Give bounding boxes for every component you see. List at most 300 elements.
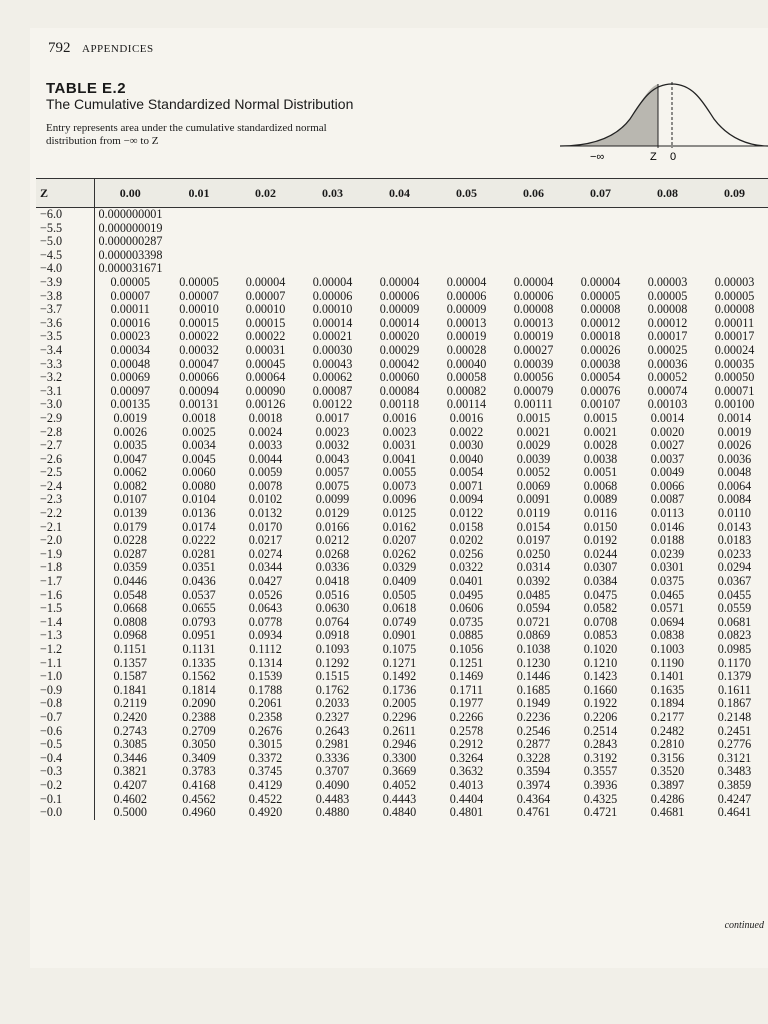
probability-cell: 0.00060 [379,370,420,385]
probability-cell: 0.2709 [182,723,216,738]
probability-cell: 0.3483 [717,764,752,779]
probability-cell: 0.0136 [182,506,216,521]
probability-cell: 0.3594 [516,764,551,779]
probability-cell: 0.0125 [382,506,417,521]
probability-cell: 0.00015 [245,315,286,330]
probability-cell: 0.1170 [717,655,752,670]
probability-cell: 0.0027 [650,438,685,453]
probability-cell: 0.0113 [650,506,685,521]
z-value: −2.4 [36,480,94,494]
probability-cell: 0.1075 [382,642,417,656]
probability-cell: 0.0150 [583,519,618,534]
table-row [36,725,768,739]
probability-cell: 0.00021 [312,329,353,344]
probability-cell: 0.0054 [449,465,484,480]
probability-cell: 0.0096 [382,492,417,507]
probability-cell: 0.2514 [583,723,618,738]
probability-cell: 0.0091 [516,492,551,507]
probability-cell: 0.0618 [382,601,417,616]
z-value: −3.7 [36,303,94,317]
bell-curve [560,84,768,146]
probability-cell: 0.0075 [315,478,350,493]
probability-cell: 0.00005 [647,288,688,303]
table-row [36,249,768,263]
probability-cell: 0.1611 [717,682,752,697]
probability-cell: 0.1020 [583,642,618,656]
probability-cell: 0.4761 [516,805,551,820]
probability-cell: 0.00062 [312,370,353,385]
probability-cell: 0.0037 [650,451,685,466]
probability-cell: 0.3228 [516,750,551,765]
probability-cell: 0.3156 [650,750,685,765]
probability-cell: 0.00005 [580,288,621,303]
probability-cell: 0.00003 [647,274,688,289]
probability-cell: 0.0336 [315,560,350,575]
z-value: −1.2 [36,643,94,657]
probability-cell: 0.0023 [382,424,417,439]
table-row [36,643,768,657]
probability-cell: 0.00027 [513,342,554,357]
probability-cell: 0.2090 [182,696,216,711]
table-row [36,793,768,807]
probability-cell: 0.0823 [717,628,752,643]
table-row [36,453,768,467]
probability-cell: 0.0436 [182,574,216,589]
probability-cell: 0.00009 [379,302,420,317]
probability-cell: 0.00035 [714,356,755,371]
z-value: −0.2 [36,779,94,793]
probability-cell: 0.2843 [583,737,618,752]
probability-cell: 0.1230 [516,655,551,670]
probability-cell: 0.2578 [449,723,484,738]
probability-cell: 0.0021 [583,424,618,439]
probability-cell: 0.0028 [583,438,618,453]
table-row [36,589,768,603]
probability-cell: 0.2061 [248,696,283,711]
probability-cell: 0.00135 [110,397,151,412]
probability-cell: 0.0026 [717,438,752,453]
probability-cell: 0.2451 [717,723,752,738]
probability-cell: 0.2676 [248,723,283,738]
probability-cell: 0.1056 [449,642,484,656]
probability-cell: 0.1151 [113,642,147,656]
probability-cell: 0.0143 [717,519,752,534]
probability-cell: 0.0256 [449,546,484,561]
probability-cell: 0.0099 [315,492,350,507]
z-value: −1.3 [36,629,94,643]
probability-cell: 0.0222 [182,533,216,548]
probability-cell: 0.00014 [379,315,420,330]
table-row [36,330,768,344]
probability-cell: 0.0233 [717,546,752,561]
probability-cell: 0.0129 [315,506,350,521]
probability-cell: 0.00026 [580,342,621,357]
zero-label: 0 [670,151,677,163]
probability-cell: 0.0017 [315,410,350,425]
probability-cell: 0.0174 [182,519,216,534]
probability-cell: 0.0808 [113,614,147,629]
probability-cell: 0.1841 [113,682,147,697]
probability-cell: 0.0015 [583,410,618,425]
table-row [36,358,768,372]
probability-cell: 0.0033 [248,438,283,453]
probability-cell: 0.1977 [449,696,484,711]
z-value: −1.0 [36,670,94,684]
probability-cell: 0.1660 [583,682,618,697]
probability-cell: 0.0918 [315,628,350,643]
normal-distribution-table [36,178,768,820]
probability-cell: 0.0082 [113,478,147,493]
probability-cell: 0.2743 [113,723,147,738]
probability-cell: 0.00126 [245,397,286,412]
probability-cell: 0.00006 [379,288,420,303]
probability-cell: 0.4052 [382,777,417,792]
probability-cell: 0.3821 [113,764,147,779]
probability-cell: 0.00066 [179,370,219,385]
probability-cell: 0.00071 [714,383,755,398]
probability-cell: 0.00114 [446,397,487,412]
probability-cell: 0.0016 [382,410,417,425]
column-header: 0.07 [567,179,634,208]
z-value: −2.9 [36,412,94,426]
probability-cell: 0.0014 [717,410,752,425]
probability-cell: 0.2033 [315,696,350,711]
z-value: −2.0 [36,534,94,548]
probability-cell: 0.0485 [516,587,551,602]
probability-cell: 0.00047 [179,356,219,371]
probability-cell: 0.0294 [717,560,752,575]
probability-cell: 0.00010 [179,302,219,317]
probability-cell: 0.00004 [513,274,554,289]
z-value: −0.0 [36,806,94,820]
probability-cell: 0.0262 [382,546,417,561]
probability-cell: 0.3783 [182,764,216,779]
probability-cell: 0.0015 [516,410,551,425]
table-row [36,398,768,412]
probability-cell: 0.1515 [315,669,350,684]
probability-cell: 0.0329 [382,560,417,575]
probability-cell: 0.4920 [248,805,283,820]
probability-cell: 0.00012 [647,315,688,330]
table-row [36,561,768,575]
table-row [36,222,768,236]
probability-cell: 0.3085 [113,737,147,752]
entry-note: Entry represents area under the cumulative standardized normal distribution from −∞ to Z [46,122,327,147]
page-number: 792 [48,40,71,56]
probability-cell: 0.00007 [110,288,151,303]
probability-cell: 0.00008 [647,302,688,317]
probability-cell: 0.00087 [312,383,353,398]
table-row [36,439,768,453]
z-value: −4.0 [36,262,94,276]
probability-cell: 0.00090 [245,383,286,398]
probability-cell: 0.0055 [382,465,417,480]
z-value: −3.4 [36,344,94,358]
probability-cell: 0.0057 [315,465,350,480]
probability-cell: 0.0207 [382,533,417,548]
probability-cell: 0.1423 [583,669,618,684]
probability-cell: 0.0102 [248,492,283,507]
probability-cell: 0.2358 [248,709,283,724]
probability-cell: 0.1131 [182,642,216,656]
probability-cell: 0.00018 [580,329,621,344]
probability-cell: 0.00079 [513,383,554,398]
table-row [36,262,768,276]
probability-cell: 0.0630 [315,601,350,616]
z-value: −0.8 [36,697,94,711]
probability-cell: 0.00122 [312,397,353,412]
probability-cell: 0.1335 [182,655,216,670]
z-value: −3.5 [36,330,94,344]
z-value: −2.2 [36,507,94,521]
probability-cell: 0.3409 [182,750,216,765]
probability-cell: 0.1292 [315,655,350,670]
probability-cell: 0.0495 [449,587,484,602]
probability-cell: 0.0016 [449,410,484,425]
z-value: −3.9 [36,276,94,290]
probability-cell: 0.0026 [113,424,147,439]
table-row [36,616,768,630]
probability-cell: 0.1112 [249,642,282,656]
probability-cell: 0.2776 [717,737,752,752]
table-row [36,521,768,535]
probability-cell: 0.0594 [516,601,551,616]
probability-cell: 0.1003 [650,642,685,656]
probability-cell: 0.0606 [449,601,484,616]
probability-cell: 0.2236 [516,709,551,724]
probability-cell: 0.00004 [580,274,621,289]
probability-cell: 0.00038 [580,356,621,371]
probability-cell: 0.0179 [113,519,147,534]
probability-cell: 0.0951 [182,628,216,643]
probability-cell: 0.0043 [315,451,350,466]
probability-cell: 0.000000001 [98,207,163,221]
probability-cell: 0.2912 [449,737,484,752]
probability-cell: 0.2810 [650,737,685,752]
probability-cell: 0.0119 [516,506,551,521]
probability-cell: 0.0029 [516,438,551,453]
table-body [36,208,768,820]
probability-cell: 0.0036 [717,451,752,466]
probability-cell: 0.1492 [382,669,417,684]
probability-cell: 0.0418 [315,574,350,589]
probability-cell: 0.2546 [516,723,551,738]
z-value: −3.2 [36,371,94,385]
probability-cell: 0.00052 [647,370,688,385]
probability-cell: 0.0089 [583,492,618,507]
probability-cell: 0.3974 [516,777,551,792]
probability-cell: 0.00022 [179,329,219,344]
probability-cell: 0.0080 [182,478,216,493]
probability-cell: 0.1210 [583,655,618,670]
z-value: −2.8 [36,426,94,440]
probability-cell: 0.0060 [182,465,216,480]
probability-cell: 0.1814 [182,682,216,697]
probability-cell: 0.0064 [717,478,752,493]
probability-cell: 0.00031 [245,342,286,357]
table-row [36,629,768,643]
probability-cell: 0.00020 [379,329,420,344]
probability-cell: 0.00039 [513,356,554,371]
probability-cell: 0.0287 [113,546,147,561]
table-row [36,303,768,317]
table-row [36,290,768,304]
table-row [36,208,768,222]
probability-cell: 0.4681 [650,805,685,820]
probability-cell: 0.1539 [248,669,283,684]
probability-cell: 0.0869 [516,628,551,643]
probability-cell: 0.0166 [315,519,350,534]
probability-cell: 0.2296 [382,709,417,724]
probability-cell: 0.0668 [113,601,147,616]
probability-cell: 0.0116 [583,506,618,521]
probability-cell: 0.3897 [650,777,685,792]
table-row [36,235,768,249]
probability-cell: 0.3520 [650,764,685,779]
probability-cell: 0.0071 [449,478,484,493]
probability-cell: 0.1093 [315,642,350,656]
z-value: −2.1 [36,521,94,535]
probability-cell: 0.2119 [113,696,147,711]
table-row [36,548,768,562]
probability-cell: 0.0901 [382,628,417,643]
probability-cell: 0.0188 [650,533,685,548]
probability-cell: 0.2148 [717,709,752,724]
probability-cell: 0.0274 [248,546,283,561]
probability-cell: 0.00118 [379,397,420,412]
probability-cell: 0.2877 [516,737,551,752]
probability-cell: 0.0548 [113,587,147,602]
probability-cell: 0.000000019 [98,220,163,235]
probability-cell: 0.000031671 [98,261,163,276]
probability-cell: 0.0708 [583,614,618,629]
probability-cell: 0.0044 [248,451,283,466]
probability-cell: 0.0041 [382,451,417,466]
probability-cell: 0.0643 [248,601,283,616]
probability-cell: 0.0045 [182,451,216,466]
probability-cell: 0.1736 [382,682,417,697]
probability-cell: 0.3632 [449,764,484,779]
column-header: 0.04 [366,179,433,208]
probability-cell: 0.00100 [714,397,755,412]
probability-cell: 0.1762 [315,682,350,697]
z-value: −0.7 [36,711,94,725]
probability-cell: 0.0764 [315,614,350,629]
probability-cell: 0.4562 [182,791,216,806]
probability-cell: 0.0344 [248,560,283,575]
probability-cell: 0.0281 [182,546,216,561]
probability-cell: 0.00024 [714,342,755,357]
section-name: APPENDICES [82,43,154,55]
probability-cell: 0.0505 [382,587,417,602]
probability-cell: 0.0062 [113,465,147,480]
probability-cell: 0.00011 [714,315,755,330]
probability-cell: 0.0392 [516,574,551,589]
probability-cell: 0.2206 [583,709,618,724]
table-title: The Cumulative Standardized Normal Distribution [46,96,354,112]
probability-cell: 0.2482 [650,723,685,738]
column-header: 0.08 [634,179,701,208]
probability-cell: 0.1379 [717,669,752,684]
probability-cell: 0.00084 [379,383,420,398]
probability-cell: 0.4483 [315,791,350,806]
probability-cell: 0.2266 [449,709,484,724]
probability-cell: 0.0024 [248,424,283,439]
probability-cell: 0.0694 [650,614,685,629]
z-value: −1.9 [36,548,94,562]
probability-cell: 0.0030 [449,438,484,453]
probability-cell: 0.00015 [179,315,219,330]
probability-cell: 0.0307 [583,560,618,575]
z-label: Z [650,151,657,163]
probability-cell: 0.4840 [382,805,417,820]
probability-cell: 0.3936 [583,777,618,792]
probability-cell: 0.0052 [516,465,551,480]
probability-cell: 0.00004 [446,274,487,289]
probability-cell: 0.00004 [312,274,353,289]
z-value: −1.6 [36,589,94,603]
z-value: −0.4 [36,752,94,766]
probability-cell: 0.0047 [113,451,147,466]
column-header: 0.09 [701,179,768,208]
probability-cell: 0.3446 [113,750,147,765]
probability-cell: 0.1562 [182,669,216,684]
probability-cell: 0.0934 [248,628,283,643]
probability-cell: 0.00005 [110,274,151,289]
probability-cell: 0.0455 [717,587,752,602]
probability-cell: 0.0162 [382,519,417,534]
probability-cell: 0.1271 [382,655,417,670]
probability-cell: 0.00042 [379,356,420,371]
probability-cell: 0.0384 [583,574,618,589]
probability-cell: 0.0032 [315,438,350,453]
probability-cell: 0.1038 [516,642,551,656]
probability-cell: 0.0170 [248,519,283,534]
probability-cell: 0.00111 [514,397,553,412]
probability-cell: 0.0268 [315,546,350,561]
table-row [36,752,768,766]
probability-cell: 0.0023 [315,424,350,439]
table-row [36,575,768,589]
probability-cell: 0.1469 [449,669,484,684]
probability-cell: 0.00013 [513,315,554,330]
probability-cell: 0.0104 [182,492,216,507]
probability-cell: 0.1314 [248,655,283,670]
probability-cell: 0.0192 [583,533,618,548]
probability-cell: 0.2177 [650,709,685,724]
table-row [36,670,768,684]
probability-cell: 0.0571 [650,601,685,616]
table-row [36,344,768,358]
probability-cell: 0.0197 [516,533,551,548]
table-row [36,317,768,331]
probability-cell: 0.2611 [382,723,417,738]
z-value: −0.3 [36,765,94,779]
probability-cell: 0.1711 [449,682,484,697]
normal-curve-diagram [560,74,768,164]
column-header: 0.00 [94,179,166,208]
probability-cell: 0.0359 [113,560,147,575]
table-row [36,507,768,521]
probability-cell: 0.0021 [516,424,551,439]
probability-cell: 0.00048 [110,356,151,371]
probability-cell: 0.00069 [110,370,151,385]
probability-cell: 0.00094 [179,383,219,398]
probability-cell: 0.4443 [382,791,417,806]
z-value: −5.5 [36,222,94,236]
table-row [36,738,768,752]
probability-cell: 0.0375 [650,574,685,589]
